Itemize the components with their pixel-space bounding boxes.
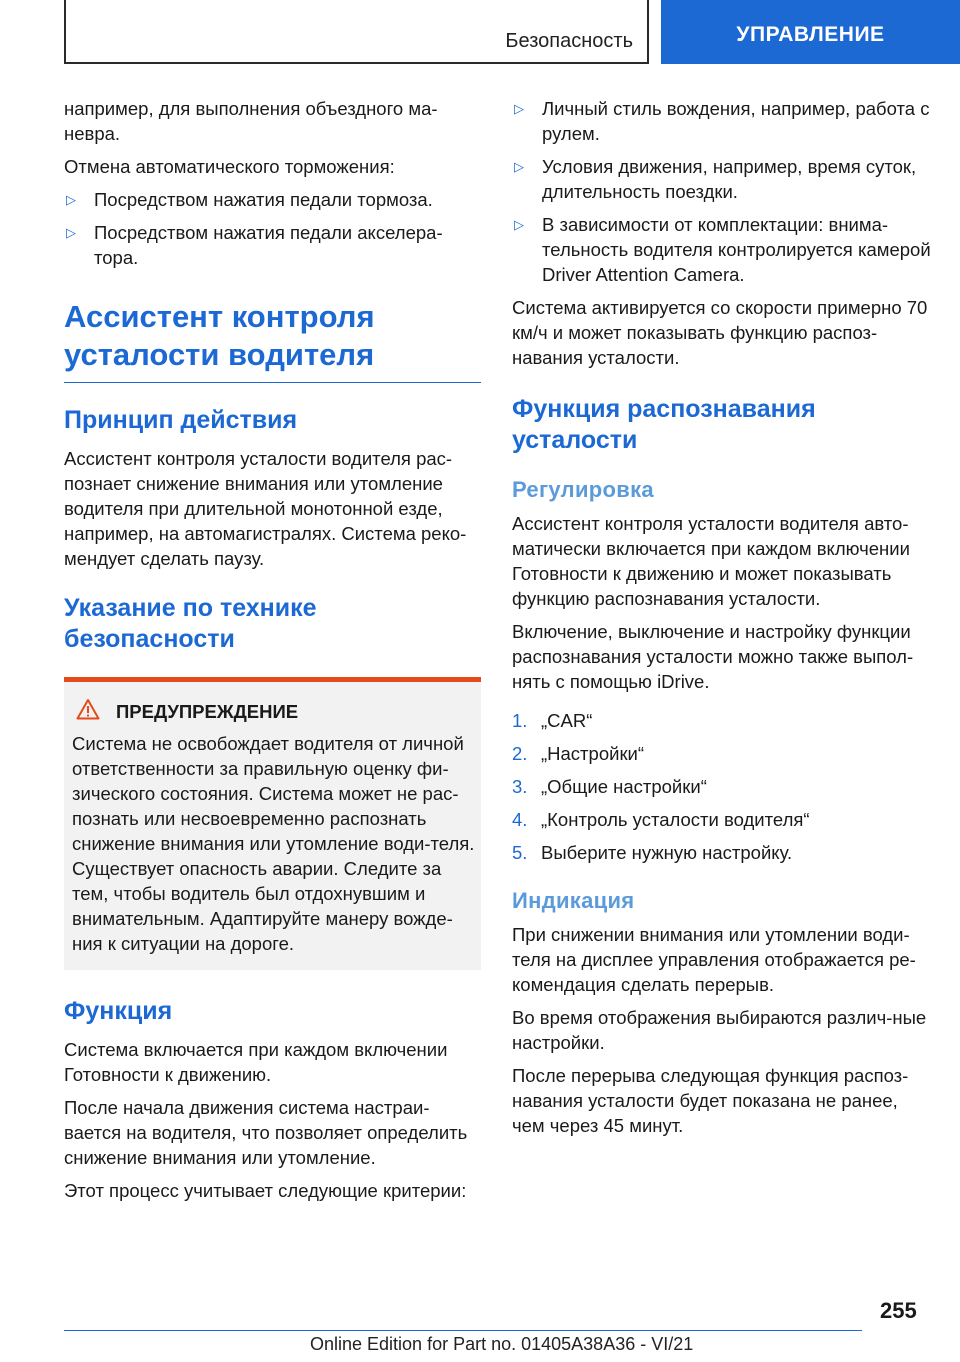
step-item [512,840,932,865]
step-text: „CAR“ [541,710,593,731]
bullet-item [64,187,481,212]
subheading-principle: Принцип действия [64,406,298,434]
step-number: 2. [512,743,528,764]
subheading-function: Функция [64,997,173,1025]
step-item [512,774,932,799]
bullet-item [512,212,932,287]
paragraph: После перерыва следующая функция распоз-навания усталости будет показана не ранее, чем через 45 минут. [512,1065,909,1136]
bullet-item [512,154,932,204]
step-text: „Общие настройки“ [541,776,707,797]
page-number: 255 [880,1298,917,1323]
paragraph: Отмена автоматического торможения: [64,156,395,177]
section-heading: Ассистент контроля усталости водителя [64,298,481,383]
triangle-bullet-icon: ▷ [514,217,524,232]
warning-header [72,698,475,725]
bullet-item [64,220,481,270]
paragraph: Ассистент контроля усталости водителя авто-матически включается при каждом включении Готовности к движению и может показывать функцию распознавания усталости. [512,513,910,609]
triangle-bullet-icon: ▷ [66,225,76,240]
left-column [64,96,481,1211]
triangle-bullet-icon: ▷ [66,192,76,207]
step-item [512,741,932,766]
paragraph: Система включается при каждом включении Готовности к движению. [64,1039,448,1085]
step-text: Выберите нужную настройку. [541,842,793,863]
paragraph: Во время отображения выбираются различ-ные настройки. [512,1007,927,1053]
bullet-text: Личный стиль вождения, например, работа с рулем. [542,98,930,144]
warning-title: ПРЕДУПРЕЖДЕНИЕ [116,700,299,722]
paragraph: Этот процесс учитывает следующие критерии: [64,1180,467,1201]
step-item [512,708,932,733]
paragraph: например, для выполнения объездного ма-невра. [64,98,438,144]
paragraph: При снижении внимания или утомлении води-теля на дисплее управления отображается ре-комендация сделать перерыв. [512,924,916,995]
triangle-bullet-icon: ▷ [514,101,524,116]
bullet-text: В зависимости от комплектации: внима-тельность водителя контролируется камерой Driver Attention Camera. [542,214,931,285]
paragraph: Система активируется со скорости примерно 70 км/ч и может показывать функцию распоз-навания усталости. [512,297,928,368]
step-number: 4. [512,809,528,830]
chapter-tab[interactable]: УПРАВЛЕНИЕ [661,0,960,64]
paragraph: После начала движения система настраи-вается на водителя, что позволяет определить снижение внимания или утомление. [64,1097,468,1168]
section-title: Безопасность [505,30,633,52]
subheading-safety: Указание по технике безопасности [64,594,317,653]
triangle-bullet-icon: ▷ [514,159,524,174]
step-text: „Контроль усталости водителя“ [541,809,810,830]
step-item [512,807,932,832]
subheading-adjust: Регулировка [512,477,654,502]
bullet-text: Посредством нажатия педали акселера-тора. [94,222,443,268]
step-text: „Настройки“ [541,743,645,764]
subheading-display: Индикация [512,888,635,913]
header-section-box [64,0,649,64]
step-number: 5. [512,842,528,863]
edition-text: Online Edition for Part no. 01405A38A36 - VI/21 [310,1334,694,1354]
subheading-recognition: Функция распознавания усталости [512,395,816,454]
footer-divider [64,1330,862,1331]
warning-box [64,677,481,970]
paragraph: Включение, выключение и настройку функции распознавания усталости можно также выпол-нять с помощью iDrive. [512,621,914,692]
paragraph: Ассистент контроля усталости водителя рас-познает снижение внимания или утомление водителя при длительной монотонной езде, например, на автомагистралях. Система реко-мендует сделать паузу. [64,448,467,569]
step-number: 1. [512,710,528,731]
warning-text: Система не освобождает водителя от личной ответственности за правильную оценку фи-зического состояния. Система может не рас-познать или несвоевременно распознать снижение внимания или утомление води-теля. Существует опасность аварии. Следите за тем, чтобы водитель был отдохнувшим и внимательным. Адаптируйте манеру вожде-ния к ситуации на дороге. [72,733,475,954]
bullet-text: Условия движения, например, время суток, длительность поездки. [542,156,917,202]
bullet-item [512,96,932,146]
bullet-text: Посредством нажатия педали тормоза. [94,189,433,210]
warning-triangle-icon [72,698,116,725]
right-column [512,96,932,1146]
step-number: 3. [512,776,528,797]
